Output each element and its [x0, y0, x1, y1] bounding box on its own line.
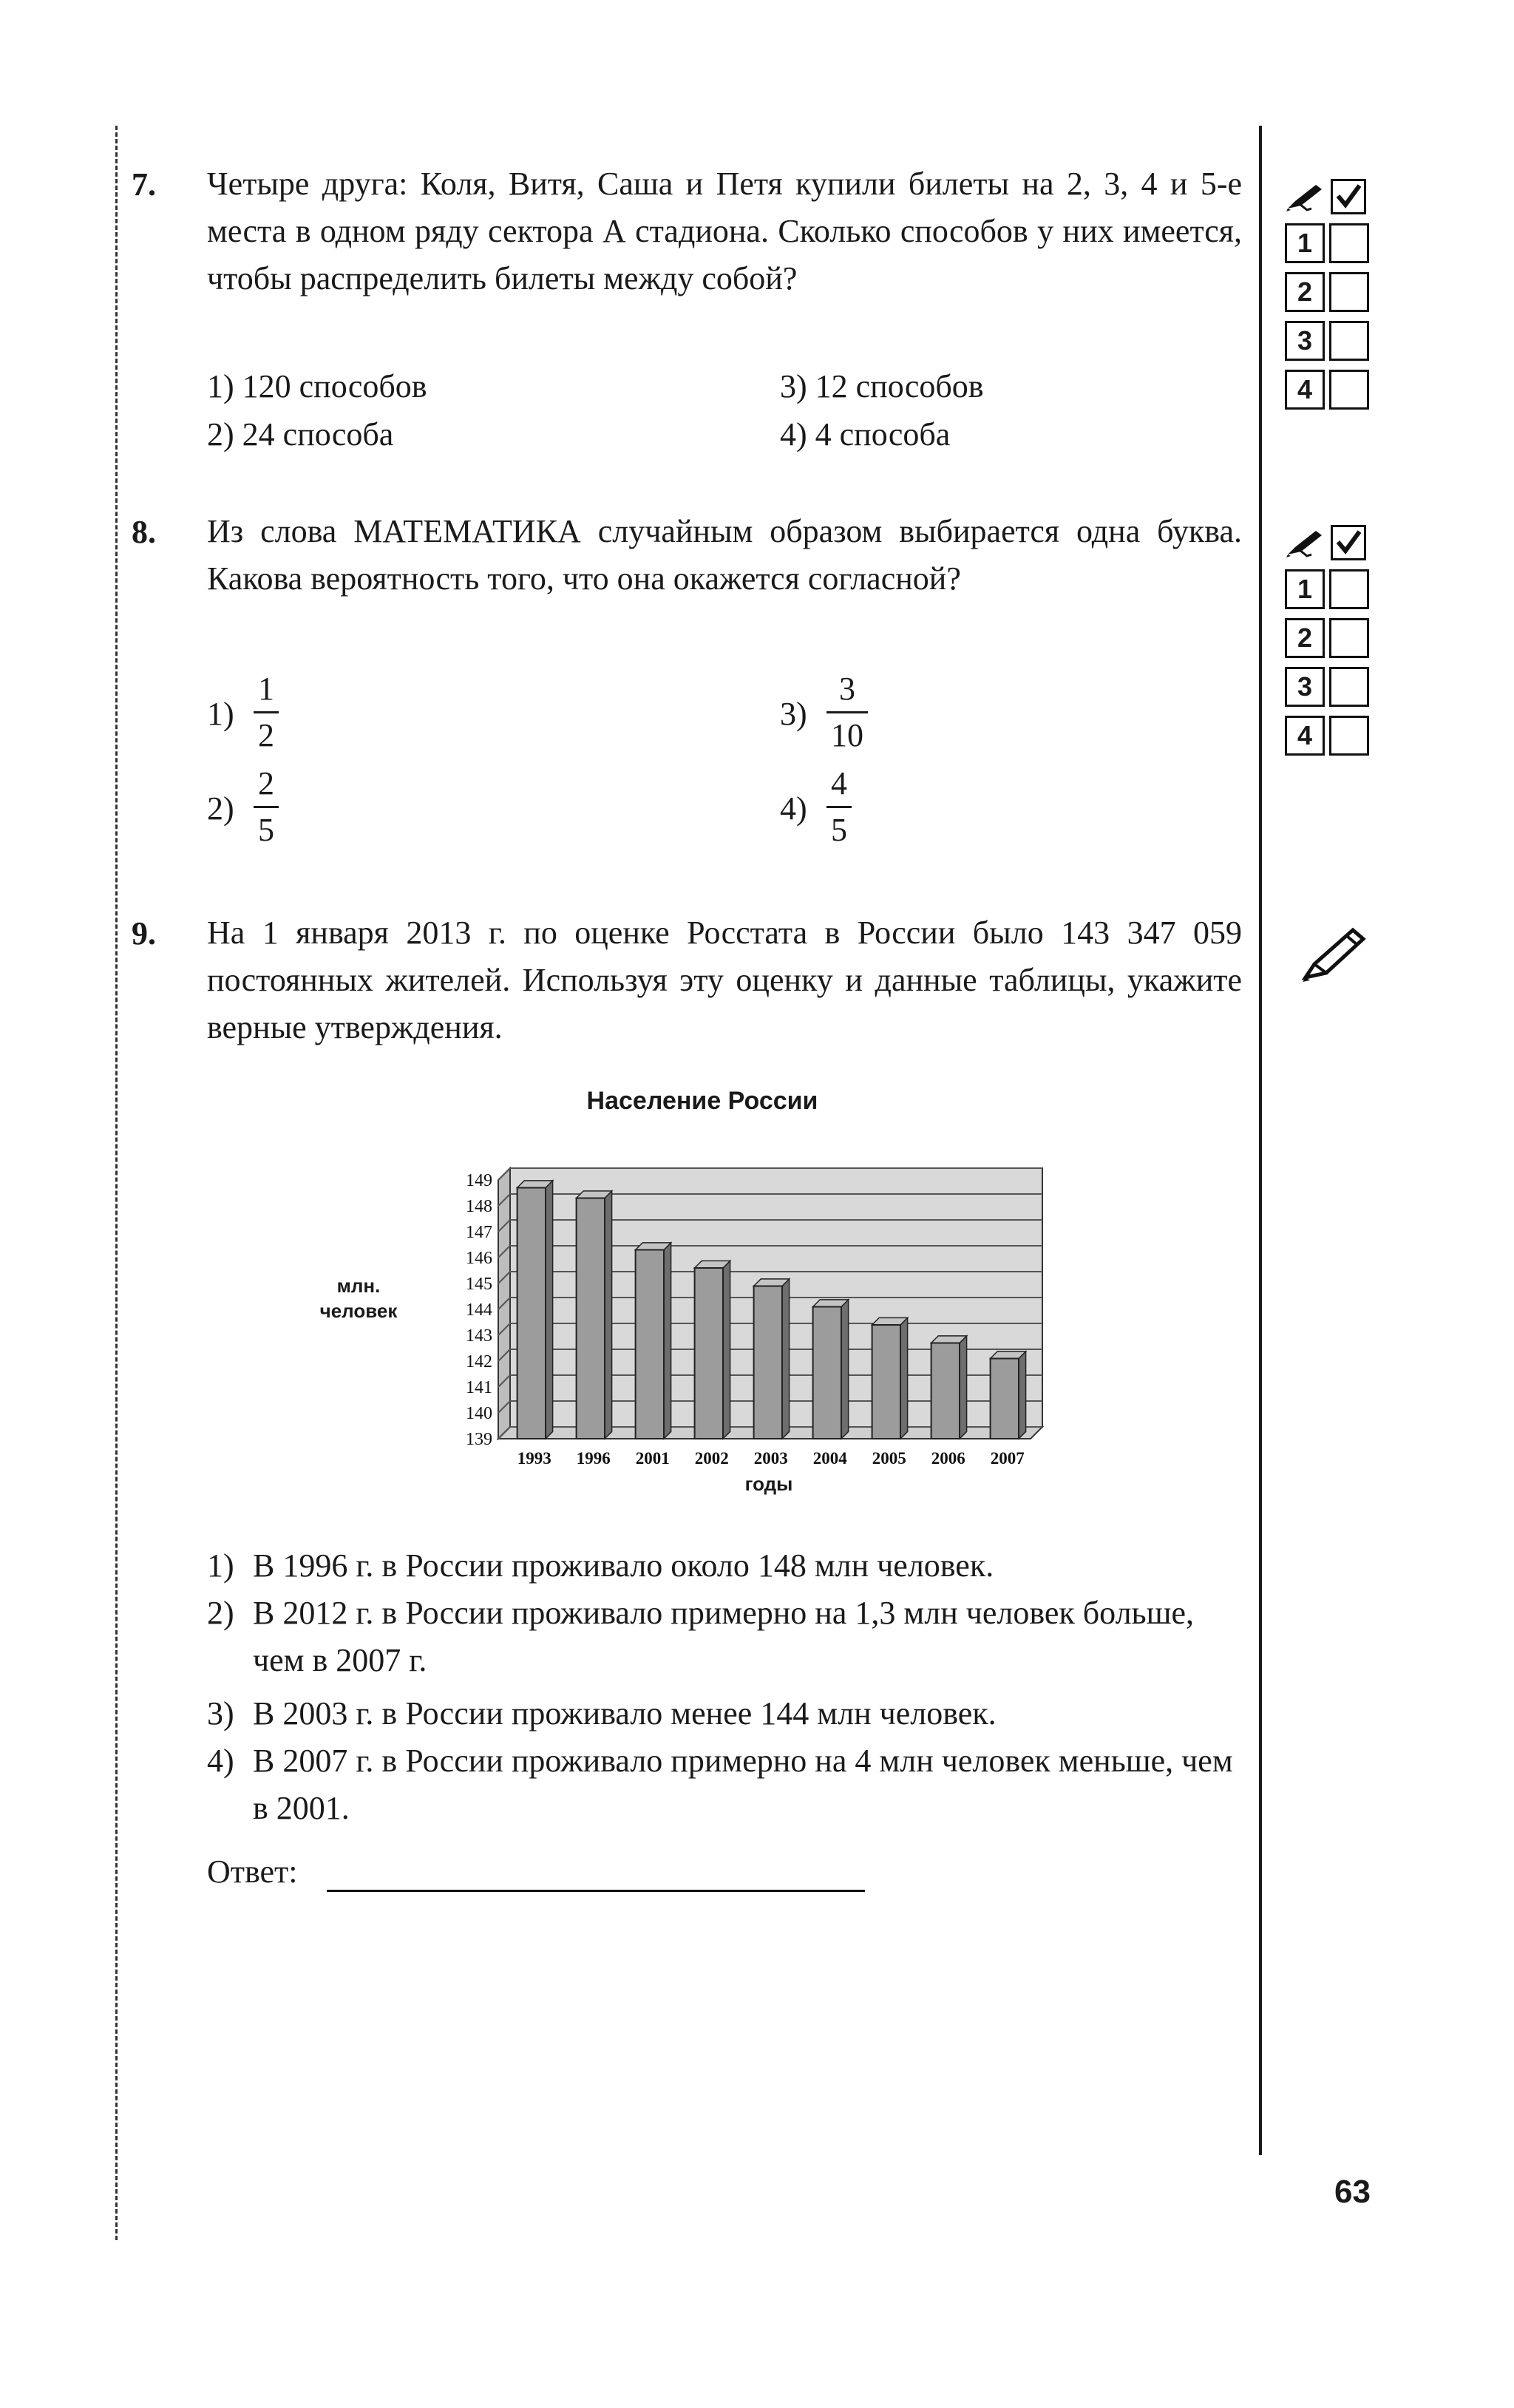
- statement-text: В 2012 г. в России проживало примерно на 1,3 млн человек больше, чем в 2007 г.: [253, 1595, 1195, 1678]
- numerator: 2: [258, 765, 274, 801]
- x-tick-label: 1996: [576, 1449, 611, 1468]
- chart-ylabel: [296, 1273, 421, 1323]
- answer-checkbox[interactable]: [1329, 223, 1369, 263]
- q7-option-1: 1) 120 способов: [207, 368, 427, 404]
- answer-input-line[interactable]: [327, 1890, 865, 1892]
- bar-top: [517, 1181, 553, 1188]
- statement-number: 2): [207, 1595, 234, 1631]
- q8-answer-row-3[interactable]: [1285, 667, 1376, 710]
- statement-2: [207, 1590, 1242, 1684]
- bar-top: [695, 1261, 730, 1268]
- bar-2006: [931, 1343, 960, 1439]
- y-tick-label: 146: [466, 1249, 492, 1268]
- bar-top: [636, 1243, 671, 1250]
- q8-option-1-label: 1): [207, 696, 234, 732]
- bar-1996: [577, 1198, 605, 1439]
- question-8-number: 8.: [132, 514, 156, 550]
- answer-column-divider: [1259, 126, 1262, 2155]
- x-tick-label: 2007: [990, 1449, 1025, 1468]
- statement-4: [207, 1737, 1242, 1832]
- y-tick-label: 141: [466, 1378, 492, 1397]
- answer-checkbox[interactable]: [1329, 618, 1369, 658]
- question-9-text: На 1 января 2013 г. по оценке Росстата в России было 143 347 059 постоянных жителей. Используя эту оценку и данные таблицы, укажите верные утверждения.: [207, 915, 1242, 1045]
- answer-checkbox[interactable]: [1329, 272, 1369, 312]
- statement-1: [207, 1542, 1242, 1590]
- bar-side: [841, 1300, 849, 1439]
- y-tick-label: 144: [466, 1300, 492, 1320]
- q7-answer-row-1[interactable]: [1285, 223, 1376, 266]
- q8-option-3-label: 3): [780, 696, 807, 732]
- pen-icon: [1285, 182, 1326, 211]
- y-tick-label: 148: [466, 1197, 492, 1216]
- chart-title: Население России: [586, 1087, 818, 1115]
- answer-number: 1: [1285, 569, 1325, 609]
- statement-text: В 2003 г. в России проживало менее 144 млн человек.: [253, 1695, 997, 1732]
- answer-label: Ответ:: [207, 1854, 298, 1890]
- q7-option-4: 4) 4 способа: [780, 416, 951, 452]
- q7-option-3: 3) 12 способов: [780, 368, 984, 404]
- q8-answer-boxes: [1285, 522, 1376, 764]
- bar-side: [900, 1317, 908, 1439]
- denominator: 5: [258, 812, 274, 848]
- checkbox-checked-icon: [1331, 179, 1366, 214]
- answer-checkbox[interactable]: [1329, 569, 1369, 609]
- question-8-text: Из слова МАТЕМАТИКА случайным образом выбирается одна буква. Какова вероятность того, что она окажется согласной?: [207, 513, 1242, 597]
- statement-number: 4): [207, 1743, 234, 1779]
- q8-answer-header: [1285, 522, 1376, 563]
- bar-side: [1019, 1351, 1026, 1439]
- bar-top: [991, 1351, 1026, 1359]
- denominator: 2: [258, 717, 274, 753]
- chart-ylabel-line-2: человек: [319, 1300, 398, 1322]
- bar-2003: [754, 1286, 782, 1439]
- y-tick-label: 147: [466, 1223, 492, 1242]
- bar-top: [577, 1191, 612, 1198]
- q7-answer-row-4[interactable]: [1285, 370, 1376, 413]
- q8-answer-row-4[interactable]: [1285, 716, 1376, 759]
- bar-side: [723, 1261, 730, 1439]
- q7-answer-row-2[interactable]: [1285, 272, 1376, 315]
- checkbox-checked-icon: [1331, 525, 1366, 560]
- q8-option-3-fraction: [826, 670, 868, 755]
- bar-1993: [517, 1188, 546, 1439]
- numerator: 4: [831, 765, 847, 801]
- bar-2007: [991, 1359, 1019, 1439]
- bar-side: [782, 1279, 790, 1439]
- answer-number: 3: [1285, 667, 1325, 707]
- page-number: 63: [1334, 2174, 1371, 2210]
- y-tick-label: 139: [466, 1430, 492, 1449]
- x-tick-label: 2004: [812, 1449, 847, 1468]
- statement-text: В 2007 г. в России проживало примерно на 4 млн человек меньше, чем в 2001.: [253, 1743, 1233, 1826]
- cut-line: [115, 126, 118, 2240]
- bar-top: [931, 1336, 967, 1343]
- answer-number: 4: [1285, 716, 1325, 756]
- y-tick-label: 140: [466, 1404, 492, 1423]
- statement-number: 1): [207, 1547, 234, 1584]
- q8-option-4-fraction: [826, 764, 852, 849]
- x-tick-label: 2006: [931, 1449, 965, 1468]
- question-9-number: 9.: [132, 915, 156, 952]
- answer-number: 2: [1285, 272, 1325, 312]
- q8-option-4-label: 4): [780, 790, 807, 827]
- bar-2002: [695, 1268, 723, 1439]
- bar-2005: [872, 1325, 900, 1439]
- bar-2001: [636, 1250, 664, 1439]
- answer-number: 4: [1285, 370, 1325, 410]
- statement-3: [207, 1690, 1242, 1737]
- y-tick-label: 143: [466, 1326, 492, 1346]
- pen-icon: [1285, 528, 1326, 557]
- denominator: 5: [831, 812, 847, 848]
- bar-side: [960, 1336, 967, 1439]
- answer-checkbox[interactable]: [1329, 716, 1369, 756]
- numerator: 1: [258, 671, 274, 707]
- numerator: 3: [839, 671, 855, 707]
- population-bar-chart: [436, 1153, 1057, 1471]
- bar-top: [872, 1317, 908, 1325]
- chart-xlabel: годы: [744, 1473, 793, 1495]
- answer-number: 2: [1285, 618, 1325, 658]
- q8-answer-row-2[interactable]: [1285, 618, 1376, 661]
- x-tick-label: 2002: [694, 1449, 729, 1468]
- q7-answer-boxes: [1285, 176, 1376, 418]
- x-tick-label: 2005: [872, 1449, 906, 1468]
- q8-option-1-fraction: [254, 670, 279, 755]
- q8-option-2-label: 2): [207, 790, 234, 827]
- question-7-number: 7.: [132, 166, 156, 203]
- q7-option-2: 2) 24 способа: [207, 416, 394, 452]
- statement-text: В 1996 г. в России проживало около 148 млн человек.: [253, 1547, 994, 1584]
- bar-side: [546, 1181, 553, 1439]
- y-tick-label: 142: [466, 1352, 492, 1371]
- bar-side: [664, 1243, 671, 1439]
- question-7-text: Четыре друга: Коля, Витя, Саша и Петя купили билеты на 2, 3, 4 и 5-е места в одном ряду сектора А стадиона. Сколько способов у них имеется, чтобы распределить билеты между собой?: [207, 166, 1242, 296]
- bar-top: [813, 1300, 849, 1307]
- q8-answer-row-1[interactable]: [1285, 569, 1376, 612]
- q8-option-2-fraction: [254, 764, 279, 849]
- denominator: 10: [831, 717, 863, 753]
- answer-checkbox[interactable]: [1329, 321, 1369, 361]
- x-tick-label: 2001: [635, 1449, 670, 1468]
- answer-number: 3: [1285, 321, 1325, 361]
- pen-icon: [1301, 924, 1369, 983]
- statement-number: 3): [207, 1695, 234, 1732]
- bar-side: [605, 1191, 612, 1439]
- bar-top: [754, 1279, 790, 1286]
- x-tick-label: 1993: [517, 1449, 551, 1468]
- answer-checkbox[interactable]: [1329, 370, 1369, 410]
- x-tick-label: 2003: [753, 1449, 788, 1468]
- answer-number: 1: [1285, 223, 1325, 263]
- bar-2004: [813, 1307, 841, 1439]
- y-tick-label: 145: [466, 1275, 492, 1294]
- answer-checkbox[interactable]: [1329, 667, 1369, 707]
- q7-answer-row-3[interactable]: [1285, 321, 1376, 364]
- chart-ylabel-line-1: млн.: [336, 1275, 381, 1297]
- q7-answer-header: [1285, 176, 1376, 217]
- y-tick-label: 149: [466, 1171, 492, 1190]
